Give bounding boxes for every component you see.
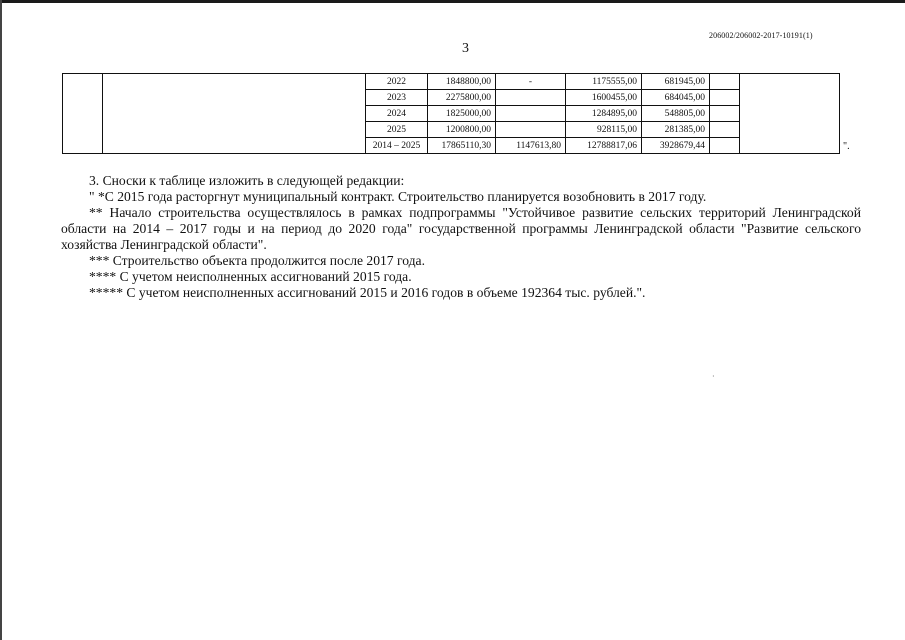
table-cell-empty [63, 74, 103, 154]
table-cell-empty [710, 138, 740, 154]
footnote-5: ***** С учетом неисполненных ассигнований 2015 и 2016 годов в объеме 192364 тыс. рублей.". [89, 285, 646, 300]
table-cell-year: 2025 [366, 122, 428, 138]
financing-table [62, 73, 840, 154]
table-cell: - [496, 74, 566, 90]
footnote-2: ** Начало строительства осуществлялось в рамках подпрограммы "Устойчивое развитие сельских территорий Ленинградской области на 2014 – 2017 годы и на период до 2020 года" государственной программы Ленинградской области "Развитие сельского хозяйства Ленинградской области". [61, 205, 861, 252]
closing-quote-mark: ". [843, 141, 850, 152]
table-cell-year: 2024 [366, 106, 428, 122]
table-cell: 1147613,80 [496, 138, 566, 154]
table-cell-total: 1825000,00 [428, 106, 496, 122]
table-cell-empty [710, 122, 740, 138]
table-cell-year: 2022 [366, 74, 428, 90]
table-cell: 12788817,06 [566, 138, 642, 154]
table-cell-empty [710, 90, 740, 106]
scan-speck: · [712, 372, 715, 381]
table-cell-year: 2023 [366, 90, 428, 106]
scan-edge [0, 0, 905, 3]
footnote-4: **** С учетом неисполненных ассигнований 2015 года. [89, 269, 412, 284]
table-cell: 928115,00 [566, 122, 642, 138]
scan-edge-left [0, 0, 2, 640]
table-cell-year: 2014 – 2025 [366, 138, 428, 154]
table-cell-total: 1848800,00 [428, 74, 496, 90]
table-cell-empty [740, 74, 840, 154]
item-heading: 3. Сноски к таблице изложить в следующей редакции: [89, 173, 405, 188]
table-cell-total: 1200800,00 [428, 122, 496, 138]
table-cell: 3928679,44 [642, 138, 710, 154]
table-cell: 281385,00 [642, 122, 710, 138]
table-cell: 684045,00 [642, 90, 710, 106]
footnote-1: " *С 2015 года расторгнут муниципальный контракт. Строительство планируется возобновить в 2017 году. [89, 189, 707, 204]
table-cell: 1600455,00 [566, 90, 642, 106]
table-cell [496, 122, 566, 138]
table-cell: 1175555,00 [566, 74, 642, 90]
table-cell-total: 2275800,00 [428, 90, 496, 106]
footnote-3: *** Строительство объекта продолжится после 2017 года. [89, 253, 425, 268]
table-cell [496, 90, 566, 106]
table-cell: 1284895,00 [566, 106, 642, 122]
table-row [63, 74, 840, 90]
table-cell-empty [103, 74, 366, 154]
footnotes-section [61, 173, 861, 301]
table-cell [496, 106, 566, 122]
document-id: 206002/206002-2017-10191(1) [709, 31, 813, 40]
table-cell: 681945,00 [642, 74, 710, 90]
table-cell-empty [710, 106, 740, 122]
table-cell-total: 17865110,30 [428, 138, 496, 154]
table-cell-empty [710, 74, 740, 90]
page-number: 3 [462, 41, 469, 56]
table-cell: 548805,00 [642, 106, 710, 122]
